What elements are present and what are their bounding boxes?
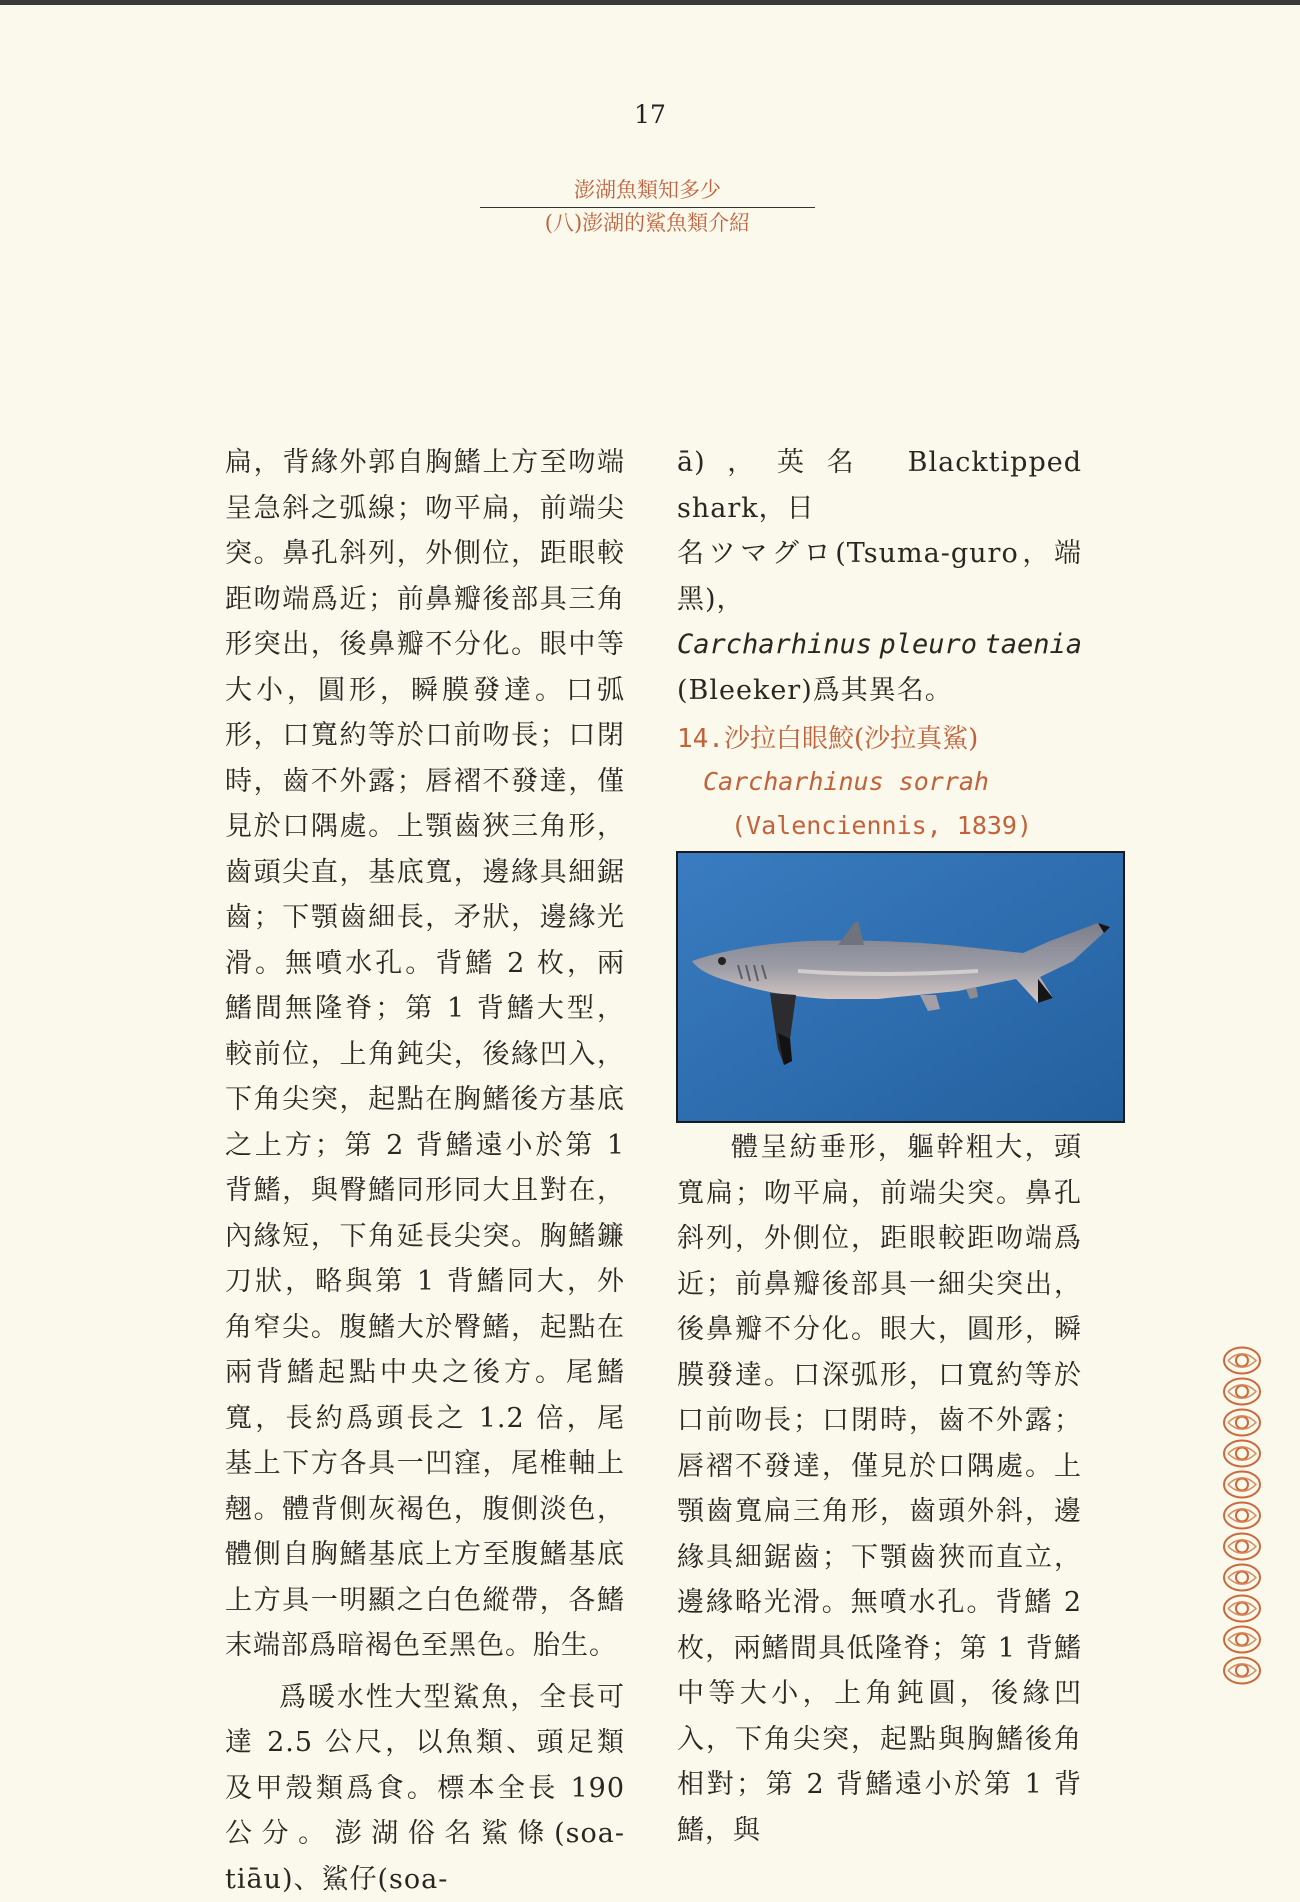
right-line-1: ā)，英名 Blacktipped shark，日 xyxy=(677,440,1082,531)
floral-border-icon xyxy=(1220,1562,1264,1593)
floral-border-icon xyxy=(1220,1469,1264,1500)
right-line-2: 名ツマグロ(Tsuma-guro，端黑)， xyxy=(677,531,1082,622)
synonym-species-part-2: taenia xyxy=(984,622,1082,668)
floral-border-icon xyxy=(1220,1345,1264,1376)
decorative-border xyxy=(1220,1345,1264,1686)
floral-border-icon xyxy=(1220,1407,1264,1438)
floral-border-icon xyxy=(1220,1438,1264,1469)
synonym-scientific-name xyxy=(677,622,1082,668)
left-column xyxy=(225,440,625,1902)
species-number: 14. xyxy=(677,724,724,754)
description-paragraph: 體呈紡垂形，軀幹粗大，頭寬扁；吻平扁，前端尖突。鼻孔斜列，外側位，距眼較距吻端爲近；前鼻瓣後部具一細尖突出，後鼻瓣不分化。眼大，圓形，瞬膜發達。口深弧形，口寬約等於口前吻長；口閉時，齒不外露；唇褶不發達，僅見於口隅處。上顎齒寬扁三角形，齒頭外斜，邊緣具細鋸齒；下顎齒狹而直立，邊緣略光滑。無噴水孔。背鰭 2 枚，兩鰭間具低隆脊；第 1 背鰭中等大小，上角鈍圓，後緣凹入，下角尖突，起點與胸鰭後角相對；第 2 背鰭遠小於第 1 背鰭，與 xyxy=(677,1125,1082,1853)
floral-border-icon xyxy=(1220,1624,1264,1655)
floral-border-icon xyxy=(1220,1593,1264,1624)
running-header xyxy=(480,175,815,238)
right-line-4: (Bleeker)爲其異名。 xyxy=(677,668,1082,714)
page-number: 17 xyxy=(0,100,1300,129)
left-paragraph-1: 扁，背緣外郭自胸鰭上方至吻端呈急斜之弧線；吻平扁，前端尖突。鼻孔斜列，外側位，距眼較距吻端爲近；前鼻瓣後部具三角形突出，後鼻瓣不分化。眼中等大小，圓形，瞬膜發達。口弧形，口寬約等於口前吻長；口閉時，齒不外露；唇褶不發達，僅見於口隅處。上顎齒狹三角形，齒頭尖直，基底寬，邊緣具細鋸齒；下顎齒細長，矛狀，邊緣光滑。無噴水孔。背鰭 2 枚，兩鰭間無隆脊；第 1 背鰭大型，較前位，上角鈍尖，後緣凹入，下角尖突，起點在胸鰭後方基底之上方；第 2 背鰭遠小於第 1 背鰭，與臀鰭同形同大且對在，內緣短，下角延長尖突。胸鰭鐮刀狀，略與第 1 背鰭同大，外角窄尖。腹鰭大於臀鰭，起點在兩背鰭起點中央之後方。尾鰭寬，長約爲頭長之 1.2 倍，尾基上下方各具一凹窪，尾椎軸上翹。體背側灰褐色，腹側淡色，體側自胸鰭基底上方至腹鰭基底上方具一明顯之白色縱帶，各鰭末端部爲暗褐色至黑色。胎生。 xyxy=(225,440,625,1669)
header-subtitle: (八)澎湖的鯊魚類介紹 xyxy=(480,208,815,238)
species-scientific-name: Carcharhinus sorrah xyxy=(677,760,1097,804)
page-top-edge xyxy=(0,0,1300,5)
shark-photo xyxy=(676,851,1125,1123)
synonym-genus: Carcharhinus xyxy=(677,622,872,668)
header-title: 澎湖魚類知多少 xyxy=(480,175,815,208)
species-title xyxy=(677,718,1097,760)
species-heading xyxy=(677,718,1097,848)
floral-border-icon xyxy=(1220,1531,1264,1562)
left-paragraph-2: 爲暖水性大型鯊魚，全長可達 2.5 公尺，以魚類、頭足類及甲殼類爲食。標本全長 190 公分。澎湖俗名鯊條(soa-tiāu)、鯊仔(soa- xyxy=(225,1675,625,1902)
floral-border-icon xyxy=(1220,1655,1264,1686)
species-common-name: 沙拉白眼鮫(沙拉真鯊) xyxy=(724,724,978,754)
species-description xyxy=(677,1125,1082,1853)
species-authority: (Valenciennis, 1839) xyxy=(677,804,1097,848)
synonym-species-part-1: pleuro xyxy=(879,622,977,668)
floral-border-icon xyxy=(1220,1500,1264,1531)
shark-illustration xyxy=(678,853,1123,1121)
floral-border-icon xyxy=(1220,1376,1264,1407)
right-column-top xyxy=(677,440,1082,713)
